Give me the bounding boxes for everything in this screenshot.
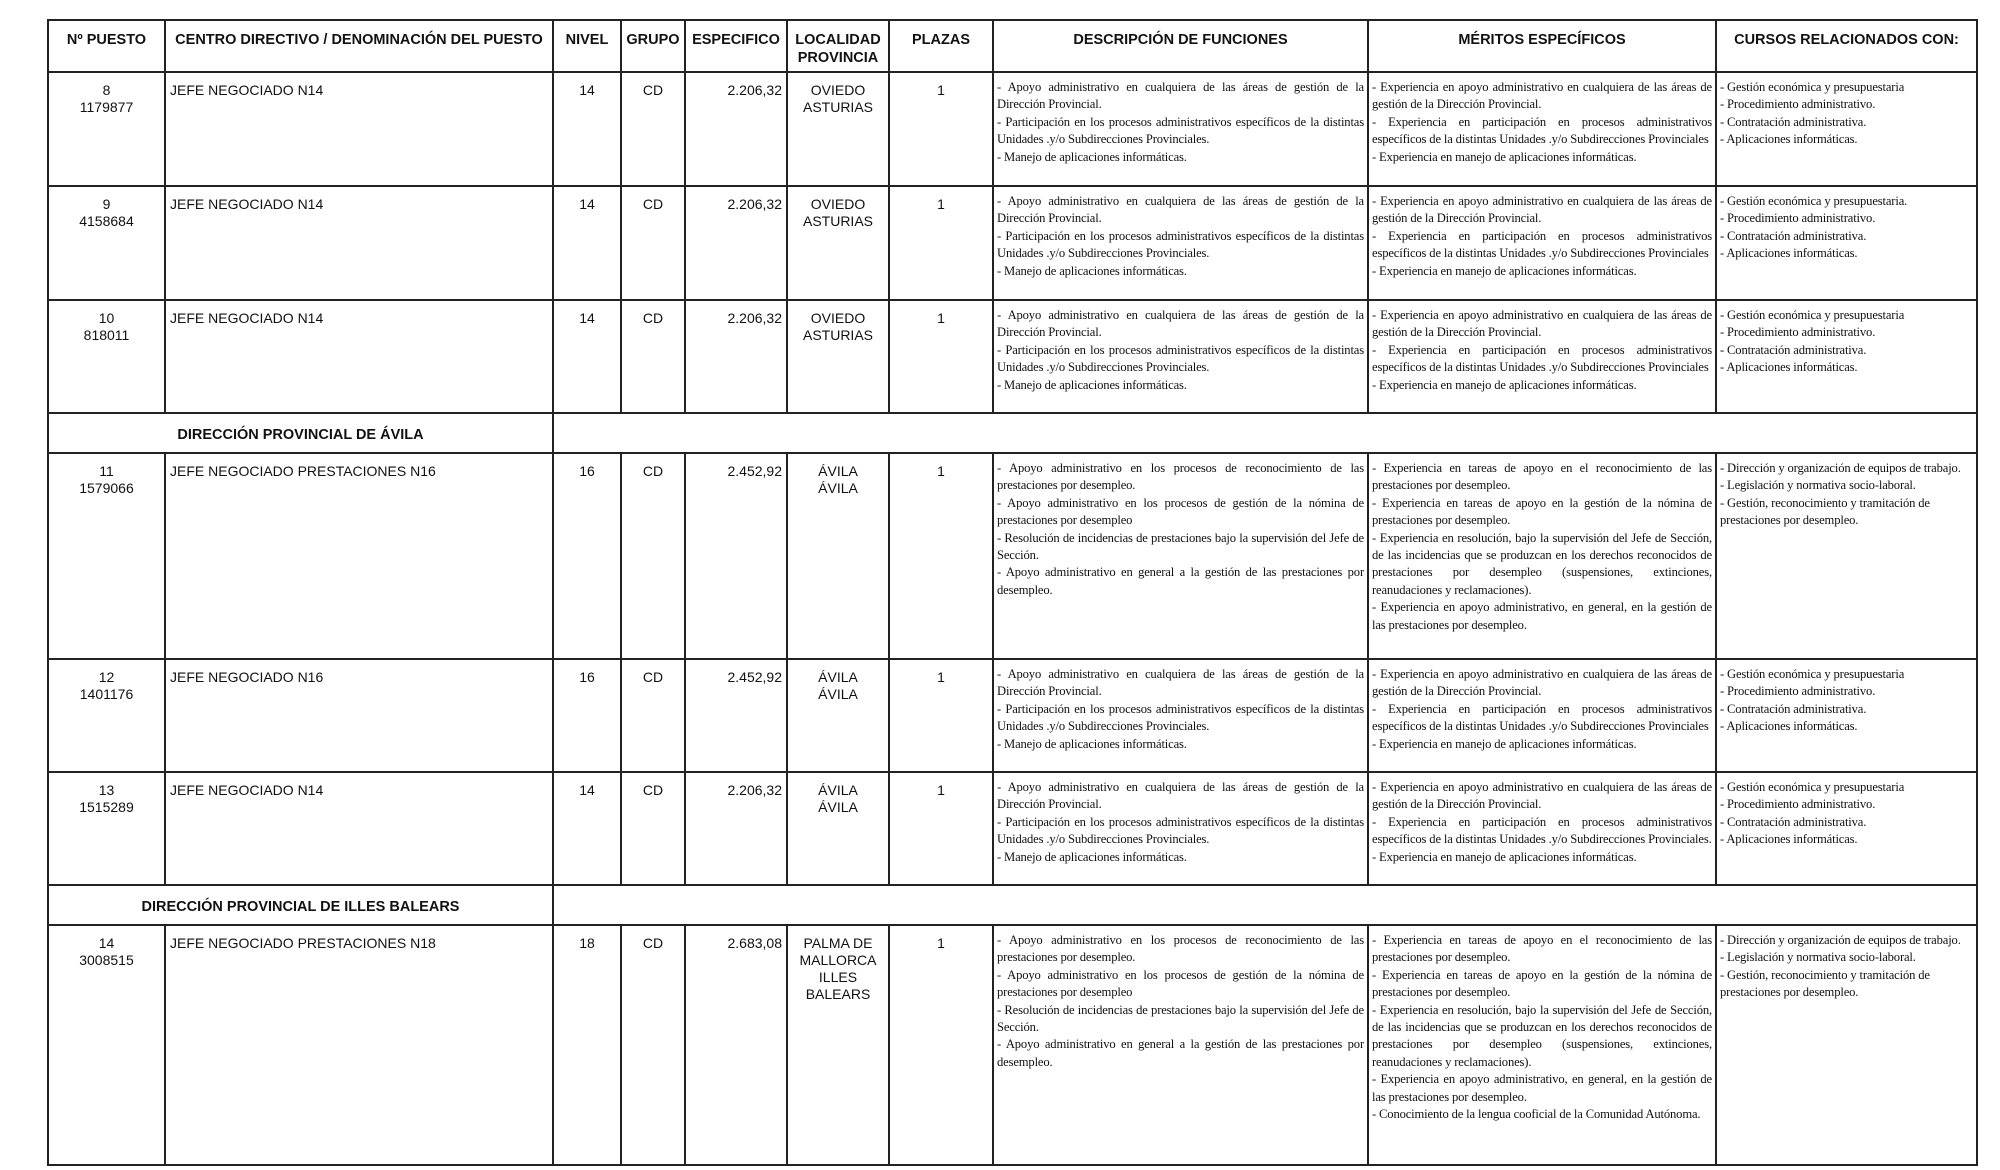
meritos-item: - Experiencia en manejo de aplicaciones informáticas. [1372, 849, 1637, 864]
denominacion-cell: JEFE NEGOCIADO PRESTACIONES N18 [165, 925, 553, 1165]
meritos-cell [1368, 72, 1716, 186]
puesto-code: 818011 [83, 327, 130, 343]
cursos-item: - Contratación administrativa. [1720, 114, 1867, 129]
especifico-cell: 2.452,92 [685, 659, 787, 772]
denominacion-cell: JEFE NEGOCIADO N16 [165, 659, 553, 772]
funciones-item: - Participación en los procesos administrativos específicos de la distintas Unidades .y/o Subdirecciones Provinciales. [997, 814, 1364, 847]
puesto-cell [48, 453, 165, 659]
puesto-cell [48, 300, 165, 413]
puesto-code: 1579066 [79, 480, 134, 496]
cursos-item: - Contratación administrativa. [1720, 814, 1867, 829]
cursos-cell [1716, 772, 1977, 885]
table-row [48, 186, 1977, 300]
especifico-cell: 2.206,32 [685, 186, 787, 300]
especifico-cell: 2.683,08 [685, 925, 787, 1165]
especifico-cell: 2.206,32 [685, 772, 787, 885]
puesto-cell [48, 925, 165, 1165]
meritos-item: - Experiencia en manejo de aplicaciones informáticas. [1372, 736, 1637, 751]
funciones-item: - Apoyo administrativo en general a la gestión de las prestaciones por desempleo. [997, 1037, 1364, 1069]
funciones-item: - Participación en los procesos administrativos específicos de la distintas Unidades .y/o Subdirecciones Provinciales. [997, 228, 1364, 261]
funciones-cell [993, 453, 1368, 659]
denominacion-cell: JEFE NEGOCIADO PRESTACIONES N16 [165, 453, 553, 659]
header-puesto: Nº PUESTO [48, 20, 165, 72]
cursos-item: - Gestión económica y presupuestaria [1720, 667, 1905, 681]
cursos-item: - Dirección y organización de equipos de trabajo. [1720, 461, 1961, 475]
funciones-item: - Apoyo administrativo en los procesos de reconocimiento de las prestaciones por desempleo. [997, 933, 1364, 965]
provincia: ILLES BALEARS [805, 969, 871, 1002]
funciones-item: - Manejo de aplicaciones informáticas. [997, 377, 1187, 392]
denominacion-cell: JEFE NEGOCIADO N14 [165, 300, 553, 413]
header-localidad [787, 20, 889, 72]
puesto-code: 1179877 [79, 99, 134, 115]
cursos-item: - Legislación y normativa socio-laboral. [1720, 478, 1916, 493]
localidad: PALMA DE MALLORCA [799, 935, 877, 968]
cursos-item: - Legislación y normativa socio-laboral. [1720, 950, 1916, 965]
funciones-item: - Manejo de aplicaciones informáticas. [997, 263, 1187, 278]
provincia: ÁVILA [818, 686, 858, 702]
meritos-cell [1368, 772, 1716, 885]
header-especifico: ESPECIFICO [685, 20, 787, 72]
plazas-cell: 1 [889, 659, 993, 772]
denominacion-cell: JEFE NEGOCIADO N14 [165, 772, 553, 885]
meritos-item: - Experiencia en apoyo administrativo, en general, en la gestión de las prestaciones por desempleo. [1372, 1072, 1712, 1104]
nivel-cell: 16 [553, 453, 621, 659]
localidad: OVIEDO [810, 196, 866, 212]
puesto-number: 8 [102, 82, 111, 98]
puesto-number: 9 [102, 196, 111, 212]
nivel-cell: 14 [553, 300, 621, 413]
header-localidad-label: LOCALIDAD [795, 32, 881, 48]
funciones-item: - Apoyo administrativo en cualquiera de las áreas de gestión de la Dirección Provincial. [997, 80, 1364, 112]
funciones-cell [993, 659, 1368, 772]
especifico-cell: 2.452,92 [685, 453, 787, 659]
section-row [48, 885, 1977, 925]
funciones-item: - Participación en los procesos administrativos específicos de la distintas Unidades .y/o Subdirecciones Provinciales. [997, 114, 1364, 147]
header-centro: CENTRO DIRECTIVO / DENOMINACIÓN DEL PUESTO [165, 20, 553, 72]
plazas-cell: 1 [889, 925, 993, 1165]
grupo-cell: CD [621, 453, 685, 659]
funciones-cell [993, 772, 1368, 885]
localidad: OVIEDO [810, 82, 866, 98]
cursos-cell [1716, 186, 1977, 300]
table-row [48, 453, 1977, 659]
denominacion-cell: JEFE NEGOCIADO N14 [165, 186, 553, 300]
table-row [48, 300, 1977, 413]
localidad-cell [787, 659, 889, 772]
grupo-cell: CD [621, 300, 685, 413]
cursos-item: - Contratación administrativa. [1720, 701, 1867, 716]
plazas-cell: 1 [889, 186, 993, 300]
header-row [48, 20, 1977, 72]
cursos-cell [1716, 925, 1977, 1165]
localidad-cell [787, 925, 889, 1165]
meritos-item: - Experiencia en apoyo administrativo en cualquiera de las áreas de gestión de la Dirección Provincial. [1372, 780, 1712, 812]
localidad-cell [787, 453, 889, 659]
meritos-item: - Experiencia en apoyo administrativo en cualquiera de las áreas de gestión de la Dirección Provincial. [1372, 80, 1712, 112]
cursos-item: - Gestión, reconocimiento y tramitación de prestaciones por desempleo. [1720, 495, 1930, 528]
provincia: ASTURIAS [802, 99, 873, 115]
cursos-item: - Procedimiento administrativo. [1720, 797, 1876, 812]
cursos-item: - Gestión económica y presupuestaria [1720, 308, 1905, 322]
meritos-cell [1368, 925, 1716, 1165]
section-empty-cell [553, 885, 1977, 925]
meritos-item: - Experiencia en resolución, bajo la supervisión del Jefe de Sección, de las incidencias que se produzcan en los derechos reconocidos de prestaciones por desempleo (suspensiones, extinciones, reanudaciones y reclamaciones). [1372, 530, 1712, 597]
funciones-item: - Apoyo administrativo en los procesos de reconocimiento de las prestaciones por desempleo. [997, 461, 1364, 493]
section-label: DIRECCIÓN PROVINCIAL DE ÁVILA [48, 413, 553, 453]
header-grupo: GRUPO [621, 20, 685, 72]
header-cursos: CURSOS RELACIONADOS CON: [1716, 20, 1977, 72]
header-funciones: DESCRIPCIÓN DE FUNCIONES [993, 20, 1368, 72]
localidad: ÁVILA [818, 782, 858, 798]
cursos-item: - Contratación administrativa. [1720, 342, 1867, 357]
grupo-cell: CD [621, 925, 685, 1165]
meritos-item: - Experiencia en resolución, bajo la supervisión del Jefe de Sección, de las incidencias que se produzcan en los derechos reconocidos de prestaciones por desempleo (suspensiones, extinciones, reanudaciones y reclamaciones). [1372, 1002, 1712, 1069]
provincia: ASTURIAS [802, 327, 873, 343]
puesto-code: 3008515 [79, 952, 134, 968]
puesto-code: 1401176 [79, 686, 134, 702]
cursos-item: - Contratación administrativa. [1720, 228, 1867, 243]
cursos-cell [1716, 659, 1977, 772]
section-empty-cell [553, 413, 1977, 453]
funciones-item: - Apoyo administrativo en cualquiera de las áreas de gestión de la Dirección Provincial. [997, 780, 1364, 812]
cursos-item: - Procedimiento administrativo. [1720, 684, 1876, 699]
cursos-cell [1716, 300, 1977, 413]
cursos-cell [1716, 72, 1977, 186]
meritos-item: - Experiencia en apoyo administrativo en cualquiera de las áreas de gestión de la Dirección Provincial. [1372, 308, 1712, 340]
cursos-item: - Procedimiento administrativo. [1720, 97, 1876, 112]
meritos-item: - Experiencia en participación en procesos administrativos específicos de la distintas Unidades .y/o Subdirecciones Provinciales [1372, 114, 1712, 147]
funciones-item: - Apoyo administrativo en cualquiera de las áreas de gestión de la Dirección Provincial. [997, 194, 1364, 226]
puesto-number: 14 [98, 935, 115, 951]
meritos-item: - Experiencia en apoyo administrativo, en general, en la gestión de las prestaciones por desempleo. [1372, 600, 1712, 632]
plazas-cell: 1 [889, 300, 993, 413]
table-body [48, 72, 1977, 1165]
nivel-cell: 18 [553, 925, 621, 1165]
puesto-number: 12 [98, 669, 115, 685]
meritos-item: - Experiencia en tareas de apoyo en el reconocimiento de las prestaciones por desempleo. [1372, 933, 1712, 965]
provincia: ÁVILA [818, 480, 858, 496]
cursos-item: - Gestión económica y presupuestaria. [1720, 194, 1908, 208]
cursos-item: - Gestión, reconocimiento y tramitación de prestaciones por desempleo. [1720, 967, 1930, 1000]
cursos-item: - Aplicaciones informáticas. [1720, 360, 1858, 375]
nivel-cell: 14 [553, 186, 621, 300]
localidad-cell [787, 300, 889, 413]
meritos-item: - Experiencia en participación en procesos administrativos específicos de la distintas Unidades .y/o Subdirecciones Provinciales. [1372, 814, 1712, 847]
table-row [48, 659, 1977, 772]
puesto-number: 10 [98, 310, 115, 326]
cursos-cell [1716, 453, 1977, 659]
funciones-cell [993, 300, 1368, 413]
funciones-item: - Resolución de incidencias de prestaciones bajo la supervisión del Jefe de Sección. [997, 530, 1364, 563]
cursos-item: - Aplicaciones informáticas. [1720, 719, 1858, 734]
denominacion-cell: JEFE NEGOCIADO N14 [165, 72, 553, 186]
cursos-item: - Procedimiento administrativo. [1720, 325, 1876, 340]
meritos-item: - Experiencia en apoyo administrativo en cualquiera de las áreas de gestión de la Dirección Provincial. [1372, 667, 1712, 699]
table-row [48, 772, 1977, 885]
meritos-item: - Experiencia en manejo de aplicaciones informáticas. [1372, 377, 1637, 392]
plazas-cell: 1 [889, 772, 993, 885]
funciones-item: - Resolución de incidencias de prestaciones bajo la supervisión del Jefe de Sección. [997, 1002, 1364, 1035]
cursos-item: - Aplicaciones informáticas. [1720, 246, 1858, 261]
funciones-item: - Manejo de aplicaciones informáticas. [997, 149, 1187, 164]
puesto-code: 4158684 [79, 213, 134, 229]
localidad-cell [787, 772, 889, 885]
plazas-cell: 1 [889, 72, 993, 186]
header-meritos: MÉRITOS ESPECÍFICOS [1368, 20, 1716, 72]
meritos-item: - Experiencia en manejo de aplicaciones informáticas. [1372, 149, 1637, 164]
puesto-number: 13 [98, 782, 115, 798]
puestos-table [47, 19, 1978, 1166]
funciones-item: - Manejo de aplicaciones informáticas. [997, 736, 1187, 751]
meritos-item: - Experiencia en tareas de apoyo en la gestión de la nómina de prestaciones por desempleo. [1372, 495, 1712, 528]
funciones-item: - Apoyo administrativo en los procesos de gestión de la nómina de prestaciones por desempleo [997, 495, 1364, 528]
localidad: OVIEDO [810, 310, 866, 326]
puesto-code: 1515289 [79, 799, 134, 815]
puesto-cell [48, 72, 165, 186]
meritos-cell [1368, 186, 1716, 300]
cursos-item: - Aplicaciones informáticas. [1720, 832, 1858, 847]
cursos-item: - Gestión económica y presupuestaria [1720, 780, 1905, 794]
meritos-item: - Experiencia en participación en procesos administrativos específicos de la distintas Unidades .y/o Subdirecciones Provinciales [1372, 228, 1712, 261]
table-row [48, 72, 1977, 186]
grupo-cell: CD [621, 772, 685, 885]
section-row [48, 413, 1977, 453]
meritos-item: - Experiencia en participación en procesos administrativos específicos de la distintas Unidades .y/o Subdirecciones Provinciales [1372, 342, 1712, 375]
grupo-cell: CD [621, 186, 685, 300]
funciones-cell [993, 72, 1368, 186]
header-nivel: NIVEL [553, 20, 621, 72]
localidad-cell [787, 186, 889, 300]
nivel-cell: 14 [553, 72, 621, 186]
header-provincia-label: PROVINCIA [797, 50, 879, 66]
funciones-cell [993, 186, 1368, 300]
nivel-cell: 16 [553, 659, 621, 772]
puesto-cell [48, 772, 165, 885]
meritos-cell [1368, 659, 1716, 772]
funciones-item: - Apoyo administrativo en los procesos de gestión de la nómina de prestaciones por desempleo [997, 967, 1364, 1000]
table-row [48, 925, 1977, 1165]
funciones-item: - Apoyo administrativo en cualquiera de las áreas de gestión de la Dirección Provincial. [997, 667, 1364, 699]
funciones-item: - Apoyo administrativo en general a la gestión de las prestaciones por desempleo. [997, 565, 1364, 597]
puesto-cell [48, 186, 165, 300]
funciones-item: - Participación en los procesos administrativos específicos de la distintas Unidades .y/o Subdirecciones Provinciales. [997, 701, 1364, 734]
meritos-cell [1368, 453, 1716, 659]
puesto-cell [48, 659, 165, 772]
meritos-item: - Experiencia en apoyo administrativo en cualquiera de las áreas de gestión de la Dirección Provincial. [1372, 194, 1712, 226]
funciones-cell [993, 925, 1368, 1165]
puesto-number: 11 [99, 463, 114, 479]
localidad: ÁVILA [818, 463, 858, 479]
localidad: ÁVILA [818, 669, 858, 685]
especifico-cell: 2.206,32 [685, 72, 787, 186]
meritos-item: - Experiencia en manejo de aplicaciones informáticas. [1372, 263, 1637, 278]
nivel-cell: 14 [553, 772, 621, 885]
meritos-cell [1368, 300, 1716, 413]
cursos-item: - Aplicaciones informáticas. [1720, 132, 1858, 147]
funciones-item: - Participación en los procesos administrativos específicos de la distintas Unidades .y/o Subdirecciones Provinciales. [997, 342, 1364, 375]
meritos-item: - Experiencia en participación en procesos administrativos específicos de la distintas Unidades .y/o Subdirecciones Provinciales [1372, 701, 1712, 734]
localidad-cell [787, 72, 889, 186]
plazas-cell: 1 [889, 453, 993, 659]
meritos-item: - Conocimiento de la lengua cooficial de la Comunidad Autónoma. [1372, 1107, 1701, 1122]
provincia: ASTURIAS [802, 213, 873, 229]
cursos-item: - Procedimiento administrativo. [1720, 211, 1876, 226]
provincia: ÁVILA [818, 799, 858, 815]
grupo-cell: CD [621, 72, 685, 186]
meritos-item: - Experiencia en tareas de apoyo en el reconocimiento de las prestaciones por desempleo. [1372, 461, 1712, 493]
section-label: DIRECCIÓN PROVINCIAL DE ILLES BALEARS [48, 885, 553, 925]
header-plazas: PLAZAS [889, 20, 993, 72]
especifico-cell: 2.206,32 [685, 300, 787, 413]
funciones-item: - Manejo de aplicaciones informáticas. [997, 849, 1187, 864]
meritos-item: - Experiencia en tareas de apoyo en la gestión de la nómina de prestaciones por desempleo. [1372, 967, 1712, 1000]
cursos-item: - Dirección y organización de equipos de trabajo. [1720, 933, 1961, 947]
grupo-cell: CD [621, 659, 685, 772]
funciones-item: - Apoyo administrativo en cualquiera de las áreas de gestión de la Dirección Provincial. [997, 308, 1364, 340]
cursos-item: - Gestión económica y presupuestaria [1720, 80, 1905, 94]
